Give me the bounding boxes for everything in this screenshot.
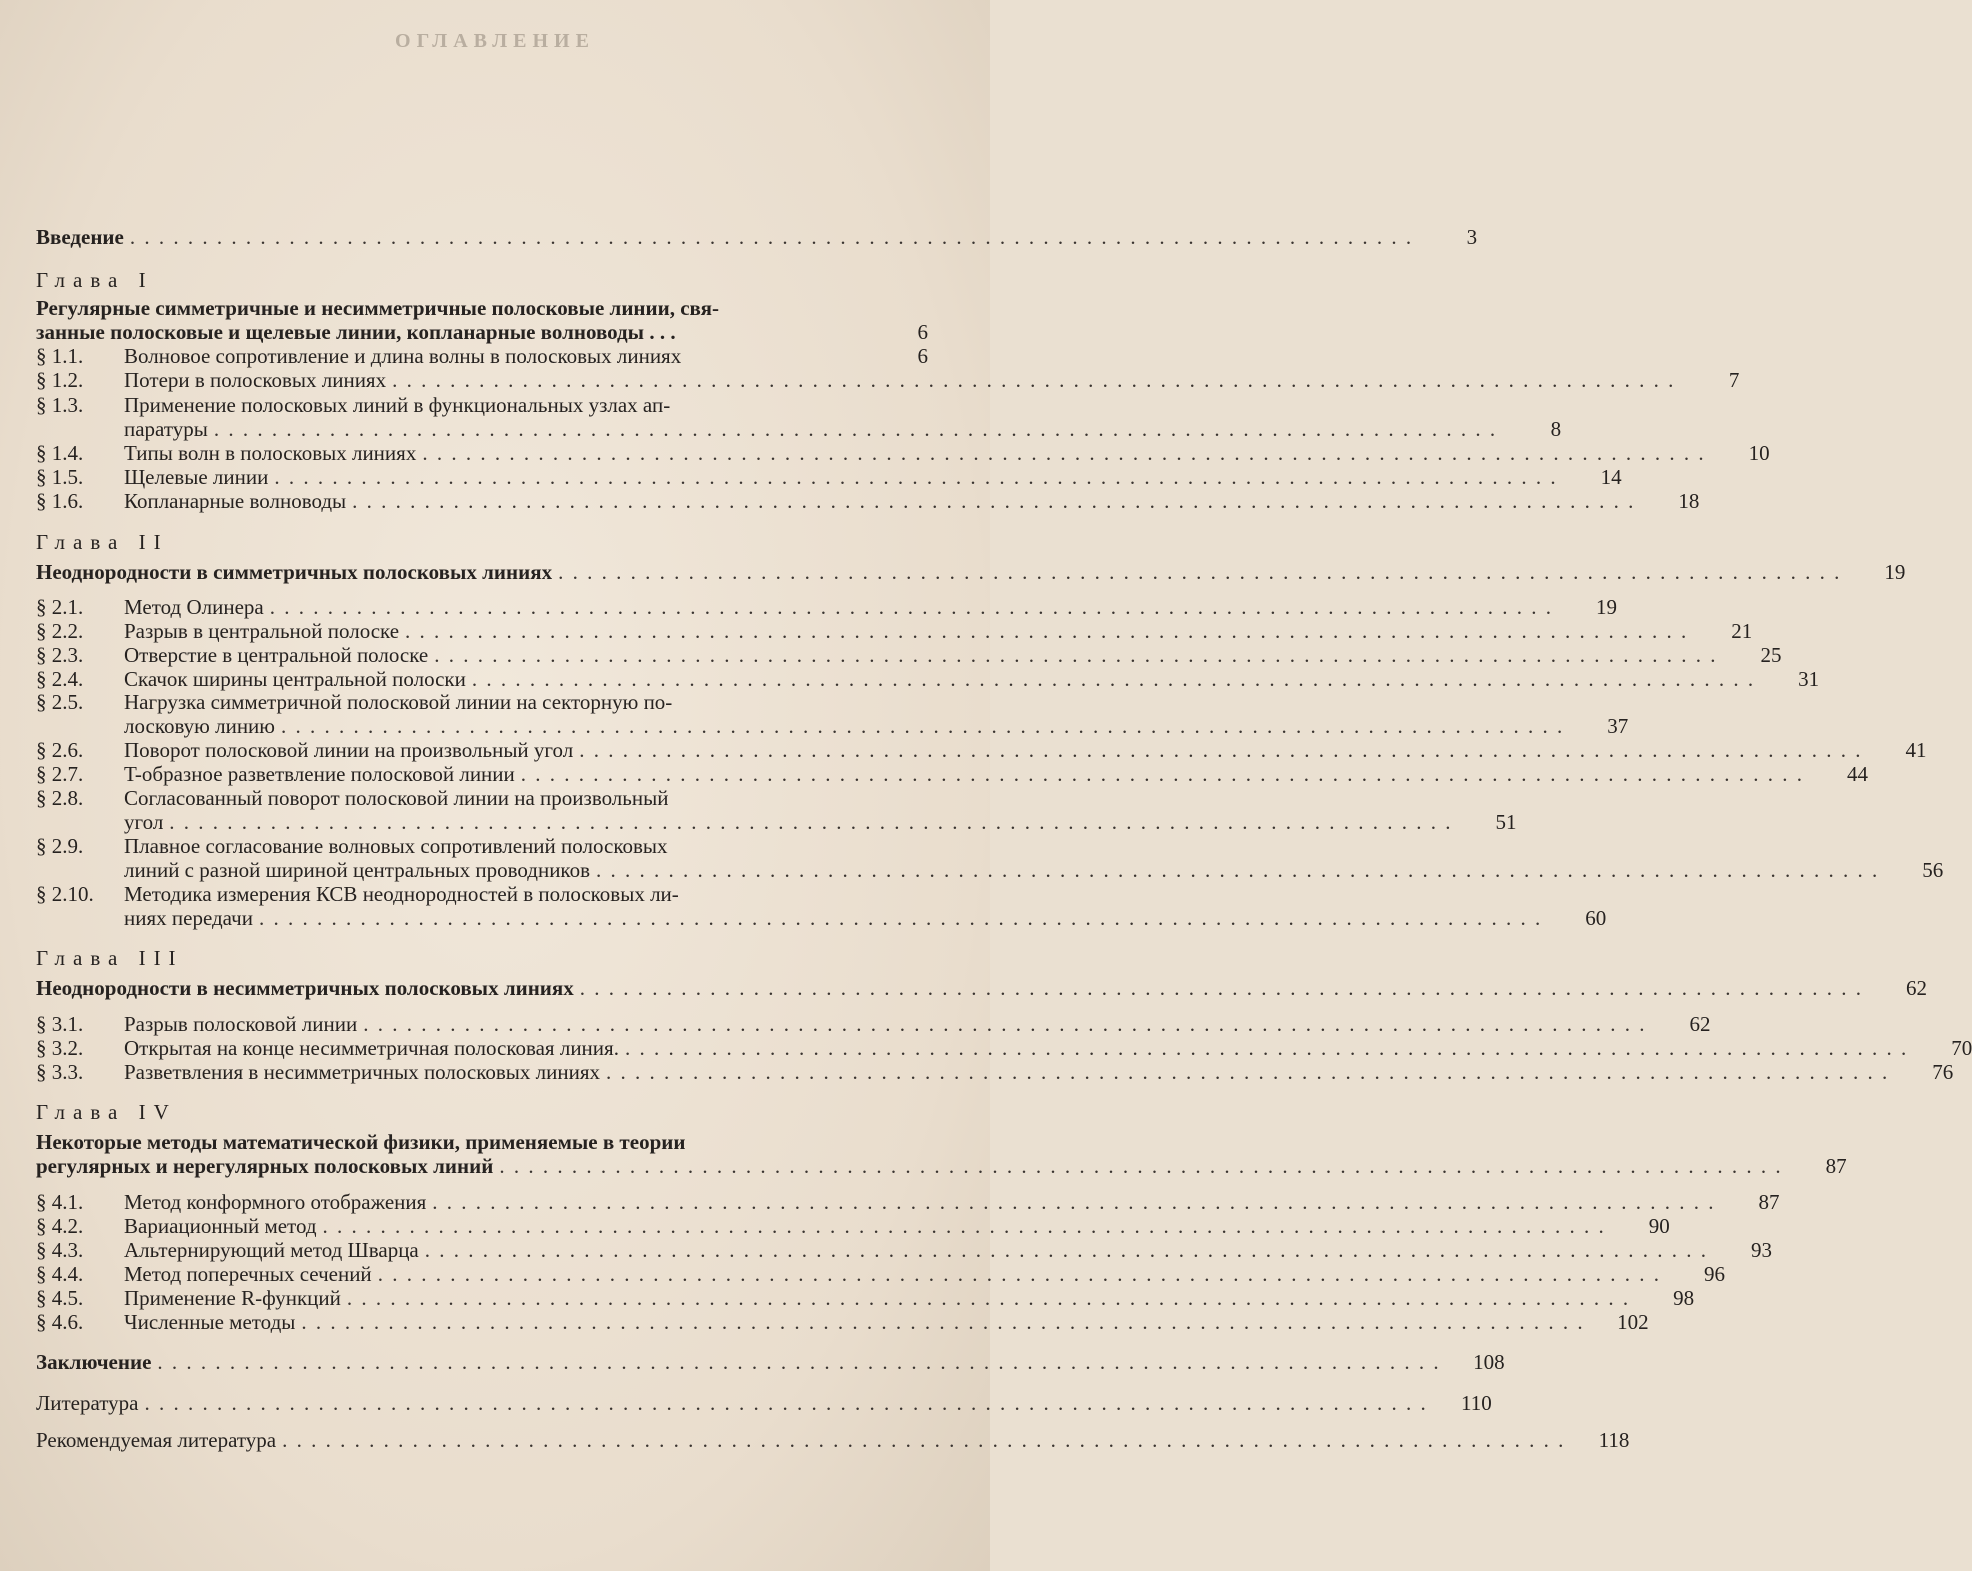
section-number: § 4.4. [36,1262,84,1286]
entry-title: Разрыв в центральной полоске [124,619,400,643]
entry-page: 19 [1884,560,1906,584]
entry-page: 25 [1760,643,1782,667]
entry-page: 37 [1607,714,1629,738]
toc-entry-2-9[interactable] [36,834,856,858]
section-number: § 2.2. [36,619,84,643]
entry-title: Неоднородности в несимметричных полосковых линиях [36,976,574,1000]
toc-entry-2-9-cont[interactable] [36,858,1944,882]
entry-title: Разветвления в несимметричных полосковых линиях [124,1060,600,1084]
toc-entry-4-1[interactable] [36,1190,1780,1214]
entry-page: 10 [1748,441,1770,465]
toc-entry-2-10-cont[interactable] [36,906,1607,930]
section-number: § 4.2. [36,1214,84,1238]
entry-page: 44 [1847,762,1869,786]
entry-title: Потери в полосковых линиях [124,368,387,392]
section-number: § 3.2. [36,1036,84,1060]
entry-title: Метод Олинера [124,595,264,619]
entry-page: 70 [1951,1036,1972,1060]
toc-entry-4-2[interactable] [36,1214,1670,1238]
entry-page: 31 [1798,667,1820,691]
section-number: § 4.3. [36,1238,84,1262]
section-number: § 2.9. [36,834,84,858]
section-number: § 4.1. [36,1190,84,1214]
entry-page: 3 [1466,225,1478,249]
chapter-3-title[interactable] [36,976,1928,1000]
entry-title: Согласованный поворот полосковой линии на произвольный [124,786,669,810]
section-number: § 1.4. [36,441,84,465]
chapter-4-title-line1[interactable]: Некоторые методы математической физики, применяемые в теории [36,1130,686,1154]
entry-title: Применение полосковых линий в функциональных узлах ап- [124,393,671,417]
section-number: § 2.4. [36,667,84,691]
entry-page: 98 [1673,1286,1695,1310]
chapter-4-label: Глава IV [36,1100,177,1124]
entry-title: Волновое сопротивление и длина волны в полосковых линиях [124,344,682,368]
entry-title: Вариационный метод [124,1214,317,1238]
entry-title: Поворот полосковой линии на произвольный угол [124,738,574,762]
entry-page: 7 [1728,368,1740,392]
toc-entry-1-3-cont[interactable] [36,417,1562,441]
section-number: § 2.5. [36,690,84,714]
toc-entry-3-1[interactable] [36,1012,1711,1036]
section-number: § 4.5. [36,1286,84,1310]
entry-page: 8 [1550,417,1562,441]
toc-entry-literature[interactable] [36,1391,1492,1415]
toc-entry-3-3[interactable] [36,1060,1954,1084]
section-number: § 2.7. [36,762,84,786]
chapter-4-title[interactable] [36,1154,1847,1178]
toc-entry-intro[interactable] [36,225,1478,249]
entry-page: 96 [1703,1262,1725,1286]
section-number: § 1.1. [36,344,84,368]
entry-title: Метод конформного отображения [124,1190,427,1214]
toc-entry-3-2[interactable] [36,1036,1972,1060]
section-number: § 2.8. [36,786,84,810]
entry-page: 41 [1905,738,1927,762]
toc-entry-1-5[interactable] [36,465,1622,489]
toc-entry-2-7[interactable] [36,762,1869,786]
entry-page: 21 [1731,619,1753,643]
entry-title: Методика измерения КСВ неоднородностей в полосковых ли- [124,882,679,906]
entry-title: Метод поперечных сечений [124,1262,372,1286]
entry-title: Введение [36,225,124,249]
entry-title: Заключение [36,1350,152,1374]
entry-title: T-образное разветвление полосковой линии [124,762,515,786]
chapter-2-label: Глава II [36,530,169,554]
entry-page: 110 [1461,1391,1492,1415]
section-number: § 2.10. [36,882,94,906]
entry-page: 62 [1689,1012,1711,1036]
entry-title: Численные методы [124,1310,296,1334]
entry-title: регулярных и нерегулярных полосковых линий [36,1154,494,1178]
entry-page: 108 [1473,1350,1505,1374]
toc-entry-1-4[interactable] [36,441,1770,465]
toc-entry-2-10[interactable] [36,882,856,906]
entry-title: Альтернирующий метод Шварца [124,1238,419,1262]
entry-title: Применение R-функций [124,1286,341,1310]
entry-title: Нагрузка симметричной полосковой линии на секторную по- [124,690,673,714]
toc-entry-2-5[interactable] [36,690,856,714]
toc-entry-1-1[interactable] [36,344,928,368]
toc-entry-4-4[interactable] [36,1262,1725,1286]
toc-entry-4-5[interactable] [36,1286,1695,1310]
section-number: § 1.3. [36,393,84,417]
entry-page: 87 [1758,1190,1780,1214]
entry-title: Типы волн в полосковых линиях [124,441,417,465]
entry-title: Отверстие в центральной полоске [124,643,429,667]
chapter-1-title[interactable] [36,320,928,344]
toc-entry-2-1[interactable] [36,595,1617,619]
chapter-1-title-line1[interactable]: Регулярные симметричные и несимметричные полосковые линии, свя- [36,296,719,320]
entry-page: 56 [1922,858,1944,882]
entry-page: 6 [917,344,928,368]
toc-entry-1-3[interactable] [36,393,856,417]
entry-page: 6 [917,320,928,344]
entry-page: 14 [1600,465,1622,489]
toc-entry-1-2[interactable] [36,368,1740,392]
chapter-1-label: Глава I [36,268,154,292]
toc-entry-4-6[interactable] [36,1310,1649,1334]
toc-entry-2-8-cont[interactable] [36,810,1517,834]
toc-entry-2-4[interactable] [36,667,1820,691]
entry-page: 51 [1495,810,1517,834]
entry-page: 87 [1825,1154,1847,1178]
entry-title: Разрыв полосковой линии [124,1012,358,1036]
entry-title: Рекомендуемая литература [36,1428,277,1452]
section-number: § 4.6. [36,1310,84,1334]
entry-title-cont: паратуры [124,417,208,441]
entry-title-cont: угол [124,810,164,834]
toc-entry-2-8[interactable] [36,786,856,810]
toc-entry-4-3[interactable] [36,1238,1772,1262]
toc-entry-2-5-cont[interactable] [36,714,1629,738]
entry-page: 76 [1932,1060,1954,1084]
entry-page: 60 [1585,906,1607,930]
section-number: § 2.1. [36,595,84,619]
entry-title-cont: линий с разной шириной центральных проводников [124,858,590,882]
entry-title: Неоднородности в симметричных полосковых линиях [36,560,553,584]
toc-entry-recommended[interactable] [36,1428,1630,1452]
toc-entry-conclusion[interactable] [36,1350,1505,1374]
entry-page: 118 [1598,1428,1630,1452]
toc-entry-2-2[interactable] [36,619,1753,643]
section-number: § 1.2. [36,368,84,392]
entry-title: Скачок ширины центральной полоски [124,667,466,691]
entry-page: 62 [1906,976,1928,1000]
entry-title: Копланарные волноводы [124,489,347,513]
entry-title-cont: лосковую линию [124,714,275,738]
section-number: § 3.3. [36,1060,84,1084]
entry-title: Щелевые линии [124,465,269,489]
entry-page: 93 [1751,1238,1772,1262]
entry-title: Открытая на конце несимметричная полосковая линия. [124,1036,619,1060]
chapter-3-label: Глава III [36,946,184,970]
section-number: § 3.1. [36,1012,84,1036]
section-number: § 2.6. [36,738,84,762]
entry-page: 90 [1648,1214,1670,1238]
entry-title: Литература [36,1391,139,1415]
toc-entry-2-3[interactable] [36,643,1782,667]
entry-title: Плавное согласование волновых сопротивлений полосковых [124,834,668,858]
section-number: § 1.6. [36,489,84,513]
section-number: § 1.5. [36,465,84,489]
entry-page: 19 [1595,595,1617,619]
entry-page: 102 [1617,1310,1649,1334]
section-number: § 2.3. [36,643,84,667]
toc-entry-1-6[interactable] [36,489,1700,513]
entry-title: занные полосковые и щелевые линии, копланарные волноводы . . . [36,320,676,344]
chapter-2-title[interactable] [36,560,1906,584]
toc-entry-2-6[interactable] [36,738,1927,762]
page-heading: ОГЛАВЛЕНИЕ [395,30,595,52]
entry-title-cont: ниях передачи [124,906,253,930]
entry-page: 18 [1678,489,1700,513]
